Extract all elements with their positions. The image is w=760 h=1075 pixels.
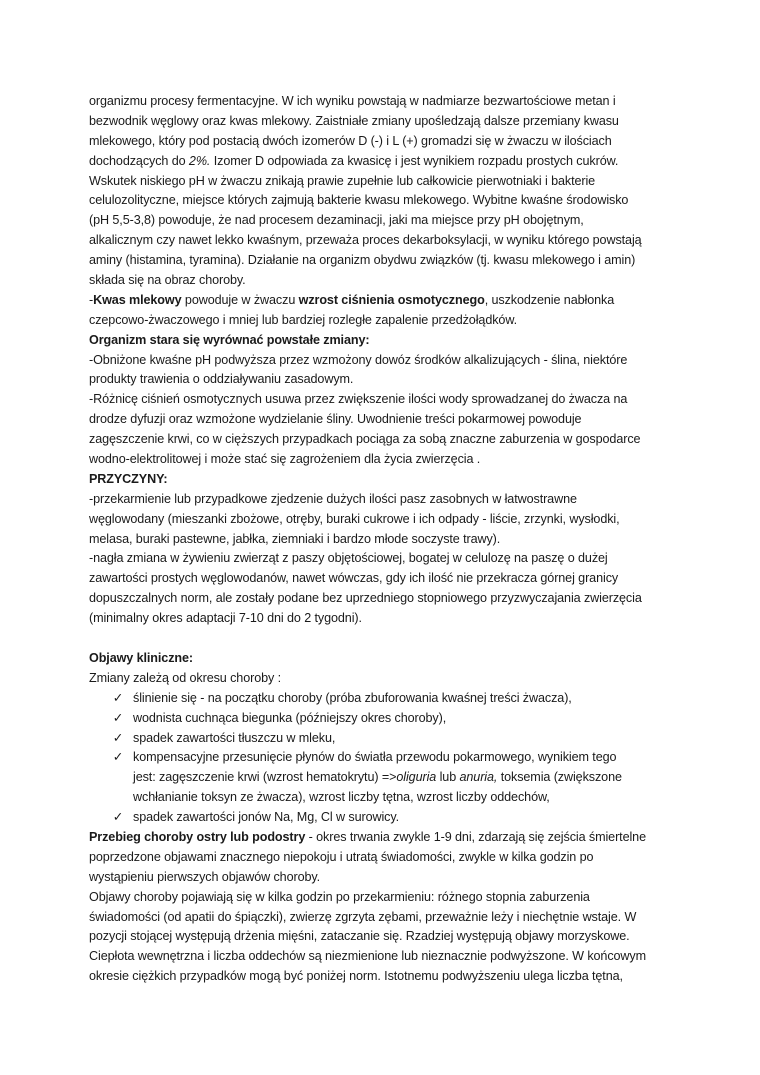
list-item-continuation: wchłanianie toksyn ze żwacza), wzrost liczby tętna, wzrost liczby oddechów, (133, 790, 550, 805)
text-line: świadomości (od apatii do śpiączki), zwierzę zgrzyta zębami, przeważnie leży i niechętnie wstaje. W (89, 909, 637, 924)
text-line: dopuszczalnych norm, ale zostały podane bez uprzedniego stopniowego przyzwyczajania zwierzęcia (89, 591, 642, 606)
text-fragment: , uszkodzenie nabłonka (484, 292, 615, 307)
list-item-text: ślinienie się - na początku choroby (próba zbuforowania kwaśnej treści żwacza), (133, 690, 572, 705)
list-item-text: spadek zawartości jonów Na, Mg, Cl w surowicy. (133, 810, 400, 825)
checkmark-icon: ✓ (112, 730, 124, 745)
section-heading: Objawy kliniczne: (89, 650, 193, 665)
text-line: czepcowo-żwaczowego i mniej lub bardziej rozległe zapalenie przedżołądków. (89, 312, 518, 327)
checkmark-icon: ✓ (112, 750, 124, 765)
blank-line (89, 629, 679, 649)
text-line: drodze dyfuzji oraz wzmożone wydzielanie śliny. Uwodnienie treści pokarmowej powoduje (89, 412, 582, 427)
list-item-continuation (89, 768, 679, 788)
text-line: Ciepłota wewnętrzna i liczba oddechów są niezmienione lub nieznacznie podwyższone. W końcowym (89, 949, 647, 964)
text-fragment: powoduje w żwaczu (181, 292, 299, 307)
text-fragment: jest: zagęszczenie krwi (wzrost hematokrytu) => (133, 770, 397, 785)
list-item (89, 729, 679, 749)
text-line: pozycji stojącej występują drżenia mięśni, zataczanie się. Rzadziej występują objawy morzyskowe. (89, 929, 630, 944)
text-line (89, 152, 679, 172)
italic-fragment: oliguria (396, 770, 437, 785)
list-item (89, 748, 679, 768)
list-item (89, 808, 679, 828)
section-heading: Organizm stara się wyrównać powstałe zmiany: (89, 332, 370, 347)
text-line: organizmu procesy fermentacyjne. W ich wyniku powstają w nadmiarze bezwartościowe metan i (89, 94, 616, 108)
text-line: węglowodany (mieszanki zbożowe, otręby, buraki cukrowe i ich odpady - liście, zrzynki, wysłodki, (89, 511, 620, 526)
text-fragment: Izomer D odpowiada za kwasicę i jest wynikiem rozpadu prostych cukrów. (210, 153, 619, 168)
list-item (89, 709, 679, 729)
section-heading: PRZYCZYNY: (89, 471, 168, 486)
przebieg-line (89, 828, 679, 848)
list-item (89, 689, 679, 709)
list-item-text: spadek zawartości tłuszczu w mleku, (133, 730, 336, 745)
bold-term: wzrost ciśnienia osmotycznego (298, 292, 485, 307)
text-line: poprzedzone objawami znacznego niepokoju i utratą świadomości, zwykle w kilka godzin po (89, 849, 594, 864)
text-fragment: - okres trwania zwykle 1-9 dni, zdarzają się zejścia śmiertelne (305, 829, 646, 844)
text-line: -przekarmienie lub przypadkowe zjedzenie dużych ilości pasz zasobnych w łatwostrawne (89, 491, 577, 506)
document-body (89, 92, 679, 987)
text-line: zagęszczenie krwi, co w cięższych przypadkach pociąga za sobą znaczne zaburzenia w gospodarce (89, 432, 641, 447)
italic-fragment: 2%. (188, 153, 211, 168)
text-fragment: lub (436, 770, 460, 785)
text-line: Zmiany zależą od okresu choroby : (89, 670, 281, 685)
text-line: produkty trawienia o oddziaływaniu zasadowym. (89, 372, 354, 387)
text-line: wystąpieniu pierwszych objawów choroby. (89, 869, 321, 884)
text-line: mlekowego, który pod postacią dwóch izomerów D (-) i L (+) gromadzi się w żwaczu w ilościach (89, 133, 612, 148)
text-line: (minimalny okres adaptacji 7-10 dni do 2 tygodni). (89, 611, 362, 626)
text-line: zawartości prostych węglowodanów, nawet wówczas, gdy ich ilość nie przekracza górnej granicy (89, 571, 619, 586)
checkmark-icon: ✓ (112, 810, 124, 825)
kwas-line (89, 291, 679, 311)
text-line: celulozolityczne, miejsce których zajmują bakterie kwasu mlekowego. Wybitne kwaśne środowisko (89, 193, 629, 208)
text-line: -Różnicę ciśnień osmotycznych usuwa przez zwiększenie ilości wody sprowadzanej do żwacza na (89, 392, 628, 407)
bold-term: Przebieg choroby ostry lub podostry (89, 829, 306, 844)
bold-term: Kwas mlekowy (93, 292, 182, 307)
dash: - (89, 292, 94, 307)
text-line: -nagła zmiana w żywieniu zwierząt z paszy objętościowej, bogatej w celulozę na paszę o dużej (89, 551, 608, 566)
italic-fragment: anuria, (459, 770, 498, 785)
text-fragment: dochodzących do (89, 153, 189, 168)
text-line: melasa, buraki pastewne, jabłka, ziemniaki i bardzo młode soczyste trawy). (89, 531, 501, 546)
text-line: Wskutek niskiego pH w żwaczu znikają prawie zupełnie lub całkowicie pierwotniaki i bakterie (89, 173, 596, 188)
text-fragment: toksemia (zwiększone (497, 770, 622, 785)
checkmark-icon: ✓ (112, 710, 124, 725)
text-line: alkalicznym czy nawet lekko kwaśnym, przeważa proces dekarboksylacji, w wyniku którego powstają (89, 233, 642, 248)
list-item-text: kompensacyjne przesunięcie płynów do światła przewodu pokarmowego, wynikiem tego (133, 750, 617, 765)
list-item-text: wodnista cuchnąca biegunka (późniejszy okres choroby), (133, 710, 447, 725)
text-line: okresie ciężkich przypadków mogą być poniżej norm. Istotnemu podwyższeniu ulega liczba tętna, (89, 969, 623, 984)
text-line: (pH 5,5-3,8) powoduje, że nad procesem dezaminacji, jaki ma miejsce przy pH obojętnym, (89, 213, 584, 228)
text-line: aminy (histamina, tyramina). Działanie na organizm obydwu związków (tj. kwasu mlekowego i amin) (89, 253, 636, 268)
text-line: -Obniżone kwaśne pH podwyższa przez wzmożony dowóz środków alkalizujących - ślina, niektóre (89, 352, 628, 367)
checkmark-icon: ✓ (112, 690, 124, 705)
text-line: wodno-elektrolitowej i może stać się zagrożeniem dla życia zwierzęcia . (89, 452, 481, 467)
text-line: bezwodnik węglowy oraz kwas mlekowy. Zaistniałe zmiany upośledzają dalsze przemiany kwasu (89, 113, 619, 128)
text-line: Objawy choroby pojawiają się w kilka godzin po przekarmieniu: różnego stopnia zaburzenia (89, 889, 590, 904)
text-line: składa się na obraz choroby. (89, 273, 246, 288)
